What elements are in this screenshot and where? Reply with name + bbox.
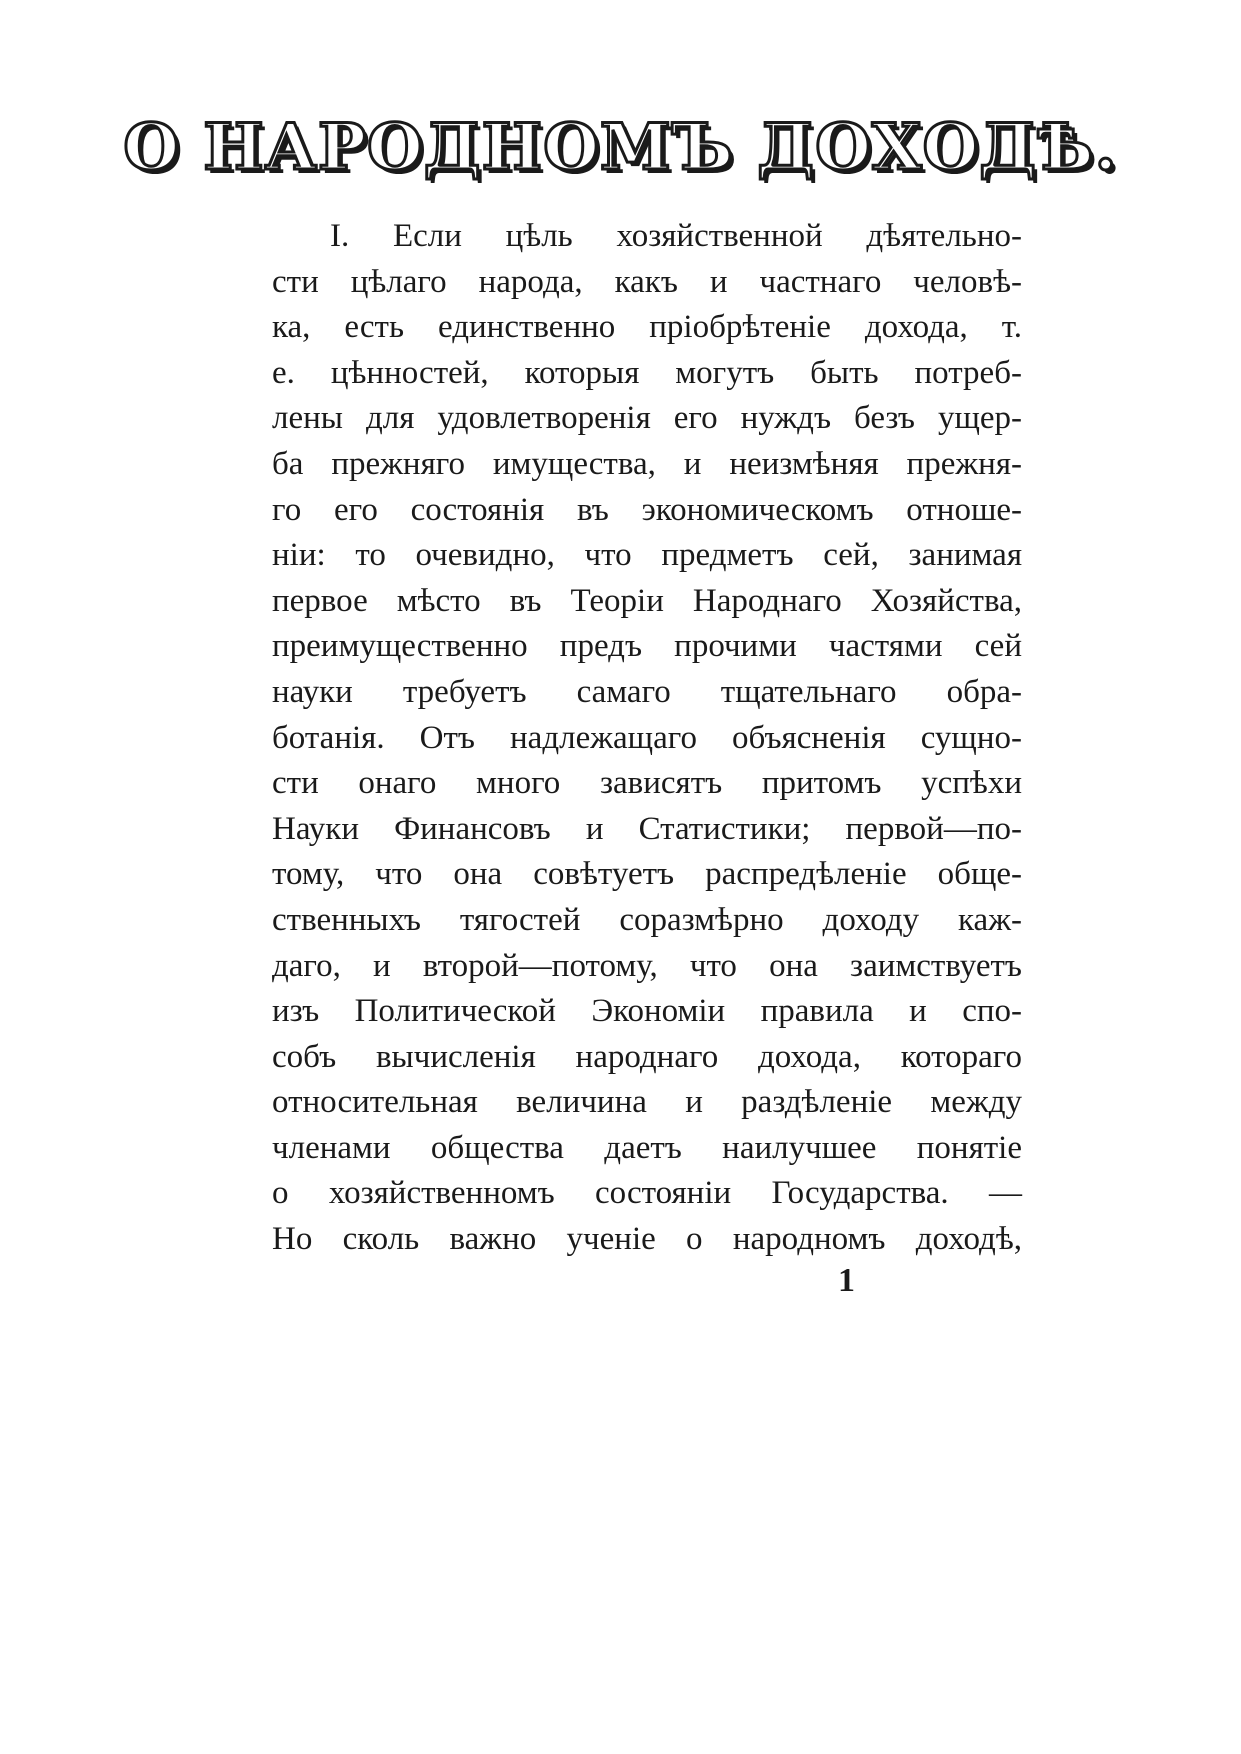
text-line: Науки Финансовъ и Статистики; первой—по- <box>272 810 1022 847</box>
text-line: относительная величина и раздѣленіе между <box>272 1084 1022 1121</box>
text-line: изъ Политической Экономіи правила и спо- <box>272 993 1022 1030</box>
page-title: О НАРОДНОМЪ ДОХОДѢ. <box>123 110 1118 185</box>
body-paragraph <box>272 214 1022 1263</box>
text-line: I. Если цѣль хозяйственной дѣятельно- <box>330 218 1022 254</box>
text-line: ніи: то очевидно, что предметъ сей, занимая <box>272 537 1022 574</box>
text-line: ба прежняго имущества, и неизмѣняя прежня- <box>272 445 1022 482</box>
text-line: членами общества даетъ наилучшее понятіе <box>272 1129 1022 1166</box>
text-line: преимущественно предъ прочими частями сей <box>272 628 1022 665</box>
text-line: е. цѣнностей, которыя могутъ быть потреб- <box>272 354 1022 391</box>
text-line: первое мѣсто въ Теоріи Народнаго Хозяйства, <box>272 582 1022 619</box>
text-line: го его состоянія въ экономическомъ отноше- <box>272 491 1022 528</box>
text-line: тому, что она совѣтуетъ распредѣленіе обще- <box>272 856 1022 893</box>
text-line: сти онаго много зависятъ притомъ успѣхи <box>272 765 1022 802</box>
text-line: ботанія. Отъ надлежащаго объясненія сущно- <box>272 719 1022 756</box>
text-line: науки требуетъ самаго тщательнаго обра- <box>272 673 1022 710</box>
text-line: даго, и второй—потому, что она заимствуетъ <box>272 947 1022 984</box>
text-line: сти цѣлаго народа, какъ и частнаго человѣ- <box>272 263 1022 300</box>
text-line: Но сколь важно ученіе о народномъ доходѣ, <box>272 1221 1022 1258</box>
text-line: ственныхъ тягостей соразмѣрно доходу каж- <box>272 901 1022 938</box>
text-line: о хозяйственномъ состояніи Государства. — <box>272 1175 1022 1212</box>
text-line: собъ вычисленія народнаго дохода, котораго <box>272 1038 1022 1075</box>
text-line: лены для удовлетворенія его нуждъ безъ ущер- <box>272 400 1022 437</box>
text-line: ка, есть единственно пріобрѣтеніе дохода, т. <box>272 309 1022 346</box>
page-number: 1 <box>838 1262 855 1299</box>
